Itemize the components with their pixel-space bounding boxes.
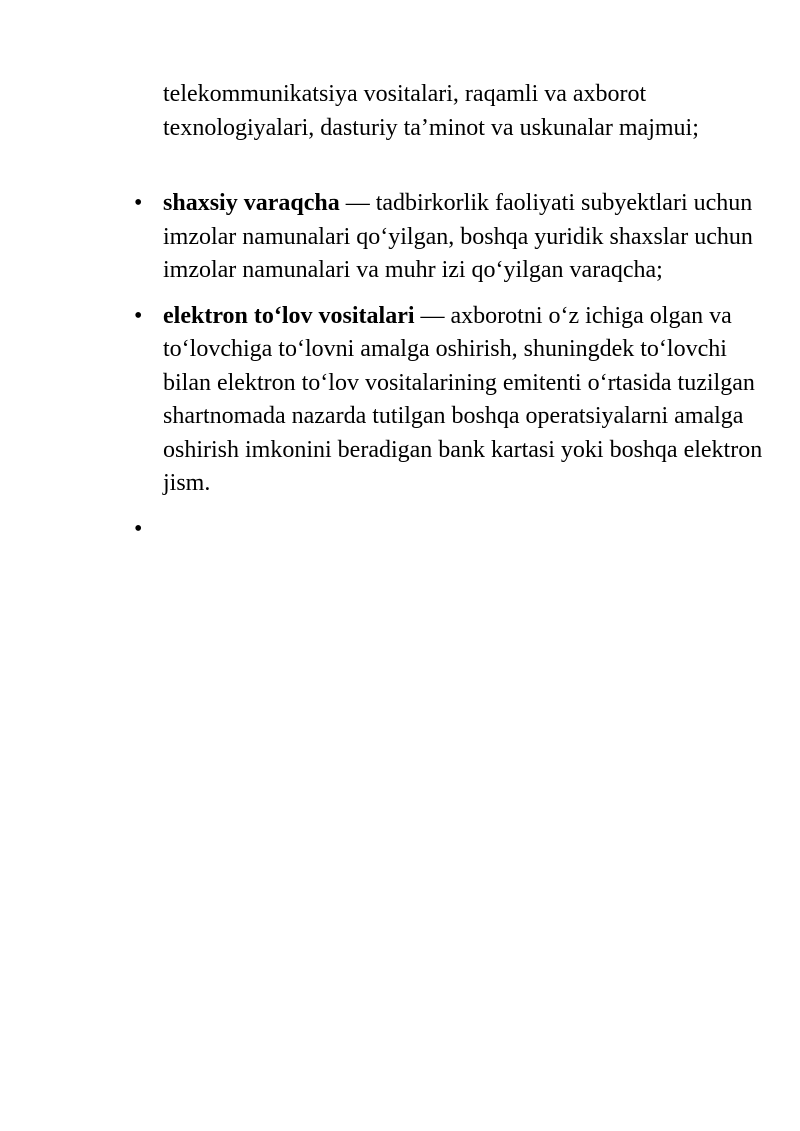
list-item-empty (0, 513, 763, 547)
bullet-icon: • (134, 515, 143, 542)
bullet-icon: • (134, 190, 143, 216)
list-item-elektron-tolov-vositalari (0, 300, 763, 501)
list-item-shaxsiy-varaqcha (0, 187, 763, 288)
continuation-paragraph: telekommunikatsiya vositalari, raqamli va axborot texnologiyalari, dasturiy ta’minot va uskunalar majmui; (163, 81, 699, 141)
term-definition: — tadbirkorlik faoliyati subyektlari uchun imzolar namunalari qo‘yilgan, boshqa yuridik shaxslar uchun imzolar namunalari va muhr izi qo‘yilgan varaqcha; (163, 190, 753, 283)
term-label: shaxsiy varaqcha (163, 190, 340, 216)
term-definition: — axborotni o‘z ichiga olgan va to‘lovchiga to‘lovni amalga oshirish, shuningdek to‘lovchi bilan elektron to‘lov vositalarining emitenti o‘rtasida tuzilgan shartnomada nazarda tutilgan boshqa operatsiyalarni amalga oshirish imkonini beradigan bank kartasi yoki boshqa elektron jism. (163, 302, 763, 496)
term-label: elektron to‘lov vositalari (163, 302, 415, 329)
bullet-icon: • (134, 302, 143, 329)
definition-list (0, 187, 800, 558)
